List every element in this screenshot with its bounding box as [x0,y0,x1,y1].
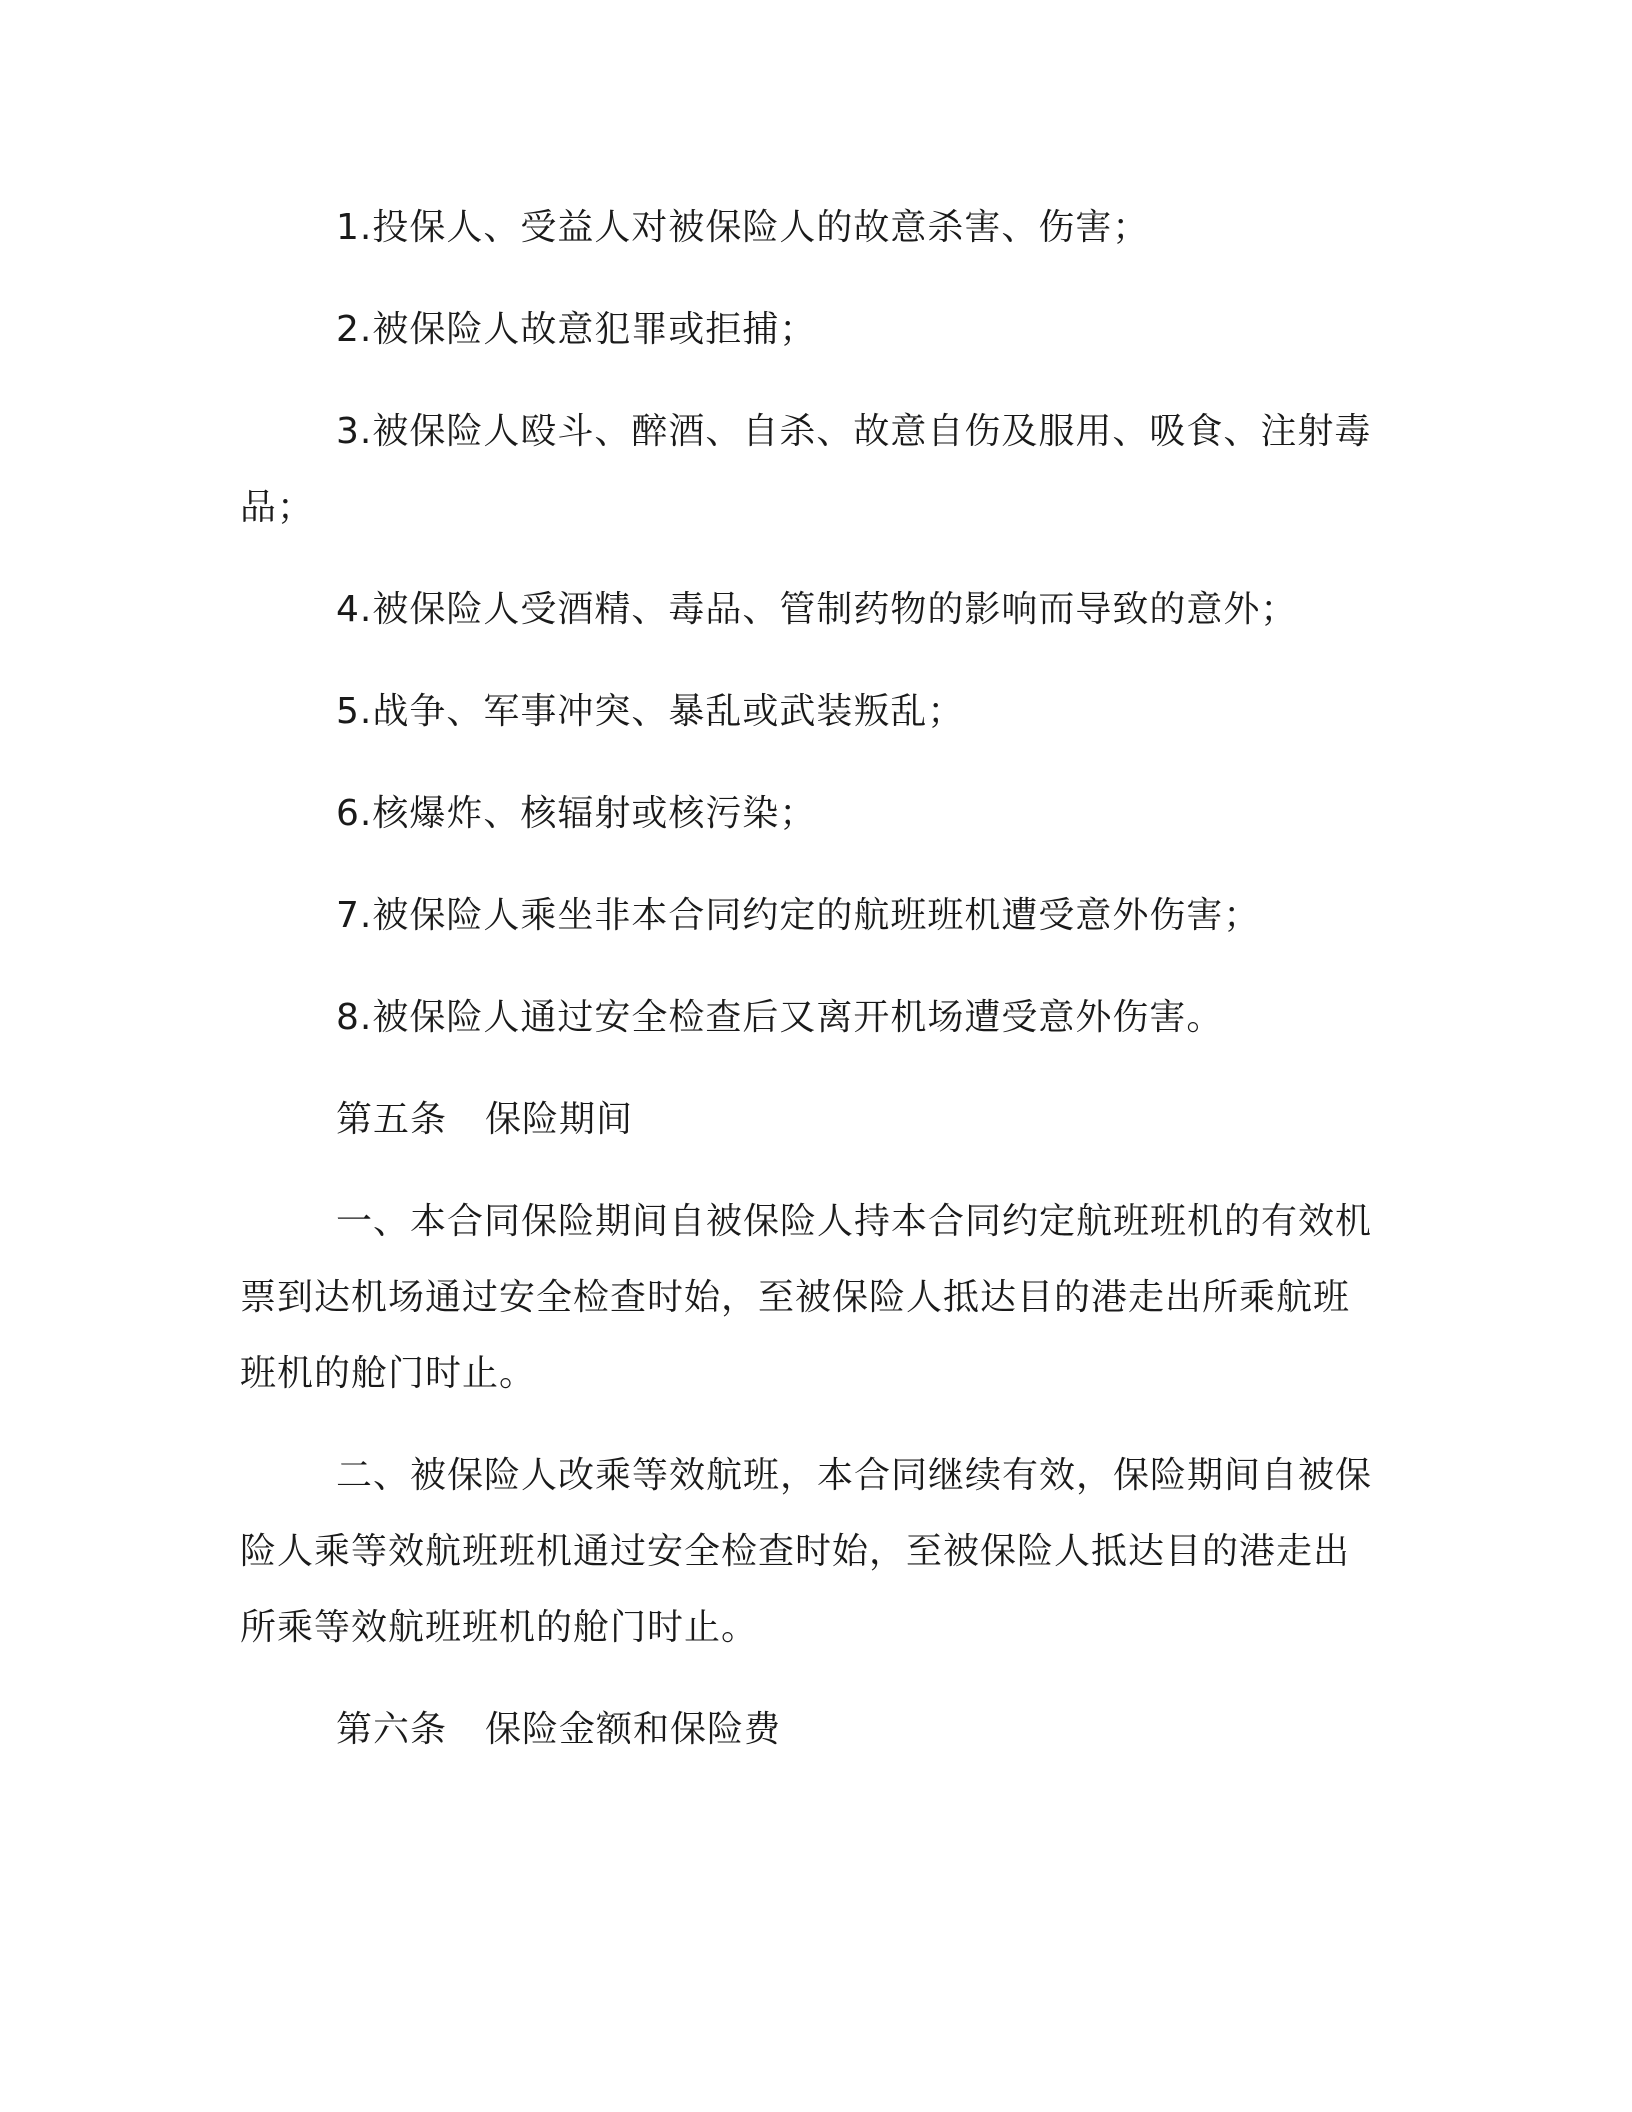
exclusion-item-1: 1.投保人、受益人对被保险人的故意杀害、伤害； [336,207,1150,248]
article-5-title: 保险期间 [485,1099,634,1140]
exclusion-item-6: 6.核爆炸、核辐射或核污染； [336,793,817,834]
article-5-number: 第五条 [336,1099,448,1140]
exclusion-item-5: 5.战争、军事冲突、暴乱或武装叛乱； [336,691,965,732]
article-6-title: 保险金额和保险费 [485,1709,782,1750]
exclusion-item-3: 3.被保险人殴斗、醉酒、自杀、故意自伤及服用、吸食、注射毒品； [240,411,1372,528]
document-page [240,190,1380,1794]
article-5-heading [240,1082,1380,1158]
article-5-paragraph-1: 一、本合同保险期间自被保险人持本合同约定航班班机的有效机票到达机场通过安全检查时始，至被保险人抵达目的港走出所乘航班班机的舱门时止。 [240,1201,1373,1394]
exclusion-item-4: 4.被保险人受酒精、毒品、管制药物的影响而导致的意外； [336,589,1298,630]
exclusion-item-8: 8.被保险人通过安全检查后又离开机场遭受意外伤害。 [336,997,1224,1038]
exclusion-item-2: 2.被保险人故意犯罪或拒捕； [336,309,817,350]
article-5-paragraph-2: 二、被保险人改乘等效航班，本合同继续有效，保险期间自被保险人乘等效航班班机通过安全检查时始，至被保险人抵达目的港走出所乘等效航班班机的舱门时止。 [240,1455,1373,1648]
article-6-number: 第六条 [336,1709,448,1750]
article-6-heading [240,1692,1380,1768]
exclusion-item-7: 7.被保险人乘坐非本合同约定的航班班机遭受意外伤害； [336,895,1261,936]
